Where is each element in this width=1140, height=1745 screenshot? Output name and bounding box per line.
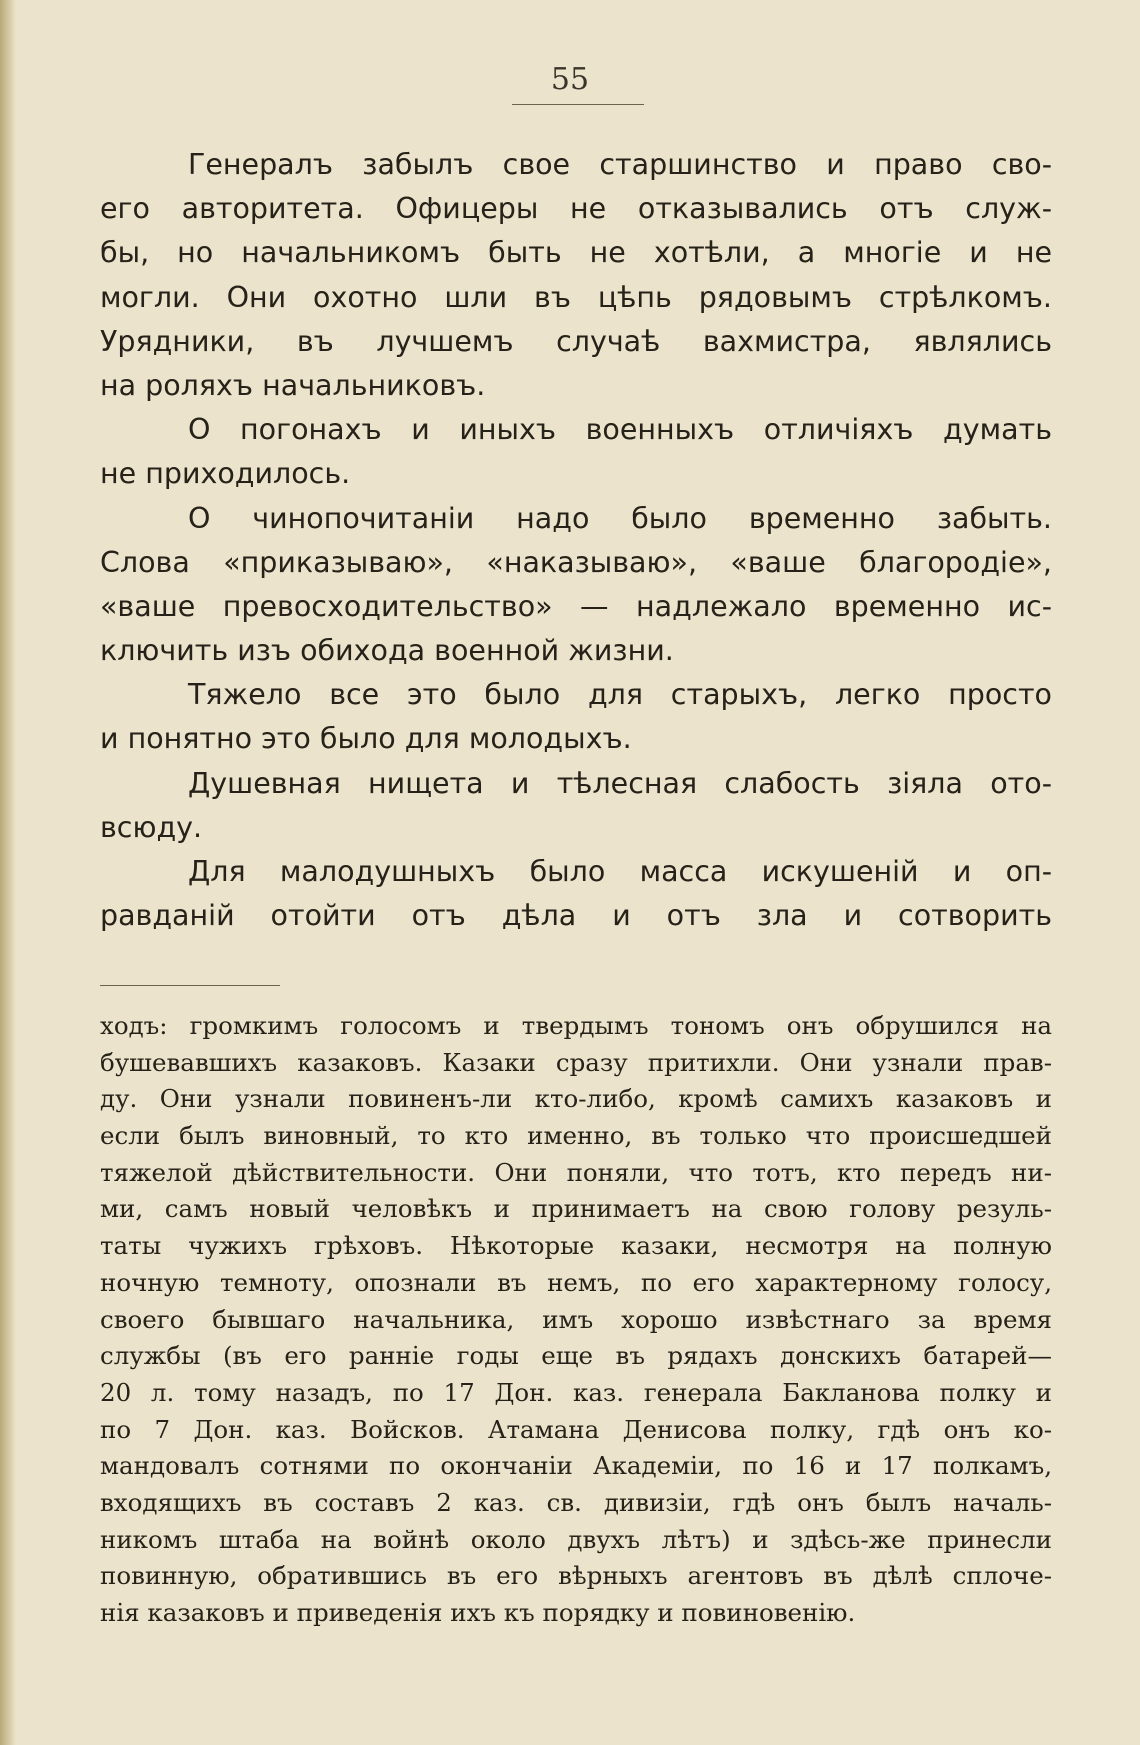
footnote-line: ми, самъ новый человѣкъ и принимаетъ на свою голову резуль- [100,1194,1052,1224]
footnote-separator [100,985,280,986]
text-line: бы, но начальникомъ быть не хотѣли, а многіе и не [100,236,1052,270]
main-text [100,143,1052,938]
text-line: Слова «приказываю», «наказываю», «ваше благородіе», [100,545,1052,579]
footnote-line: ду. Они узнали повиненъ-ли кто-либо, кромѣ самихъ казаковъ и [100,1084,1052,1114]
footnote-line: бушевавшихъ казаковъ. Казаки сразу притихли. Они узнали прав- [100,1047,1052,1077]
text-line: Душевная нищета и тѣлесная слабость зіяла ото- [188,766,1052,800]
footnote-line: таты чужихъ грѣховъ. Нѣкоторые казаки, несмотря на полную [100,1231,1052,1261]
footnote-line: входящихъ въ составъ 2 каз. св. дивизіи, гдѣ онъ былъ началь- [100,1487,1052,1517]
footnote-line: если былъ виновный, то кто именно, въ только что происшедшей [100,1121,1052,1151]
footnote-line: никомъ штаба на войнѣ около двухъ лѣтъ) и здѣсь-же принесли [100,1524,1052,1554]
footnote-line: ходъ: громкимъ голосомъ и твердымъ тономъ онъ обрушился на [100,1011,1052,1040]
footnote-line: своего бывшаго начальника, имъ хорошо извѣстнаго за время [100,1304,1052,1334]
footnote-line: нія казаковъ и приведенія ихъ къ порядку и повиновенію. [100,1598,856,1627]
text-line: и понятно это было для молодыхъ. [100,722,632,756]
footnote-line: тяжелой дѣйствительности. Они поняли, что тотъ, кто передъ ни- [100,1157,1052,1187]
text-line: всюду. [100,810,203,844]
text-line: могли. Они охотно шли въ цѣпь рядовымъ стрѣлкомъ. [100,280,1052,314]
text-line: не приходилось. [100,457,351,491]
text-line: О погонахъ и иныхъ военныхъ отличіяхъ думать [188,413,1052,447]
text-line: его авторитета. Офицеры не отказывались отъ служ- [100,192,1052,226]
text-line: «ваше превосходительство» — надлежало временно ис- [100,589,1052,623]
text-line: Урядники, въ лучшемъ случаѣ вахмистра, являлись [100,324,1052,358]
footnote-line: службы (въ его ранніе годы еще въ рядахъ донскихъ батарей— [100,1341,1052,1371]
footnote-line: 20 л. тому назадъ, по 17 Дон. каз. генерала Бакланова полку и [100,1377,1052,1407]
footnote-text [100,1008,1052,1632]
footnote-line: повинную, обратившись въ его вѣрныхъ агентовъ въ дѣлѣ сплоче- [100,1561,1052,1591]
text-line: Тяжело все это было для старыхъ, легко просто [188,678,1052,712]
text-line: Генералъ забылъ свое старшинство и право сво- [188,148,1052,181]
page-binding-edge [0,0,16,1745]
text-line: О чинопочитаніи надо было временно забыть. [188,501,1052,535]
page-number-rule [512,104,644,105]
text-line: на роляхъ начальниковъ. [100,368,486,402]
footnote-line: ночную темноту, опознали въ немъ, по его характерному голосу, [100,1267,1052,1297]
footnote-line: мандовалъ сотнями по окончаніи Академіи, по 16 и 17 полкамъ, [100,1451,1052,1481]
footnote-line: по 7 Дон. каз. Войсков. Атамана Денисова полку, гдѣ онъ ко- [100,1414,1052,1444]
text-line: равданій отойти отъ дѣла и отъ зла и сотворить [100,899,1052,933]
text-line: ключить изъ обихода военной жизни. [100,634,674,668]
text-line: Для малодушныхъ было масса искушеній и оп- [188,855,1052,888]
page-number: 55 [550,62,590,97]
